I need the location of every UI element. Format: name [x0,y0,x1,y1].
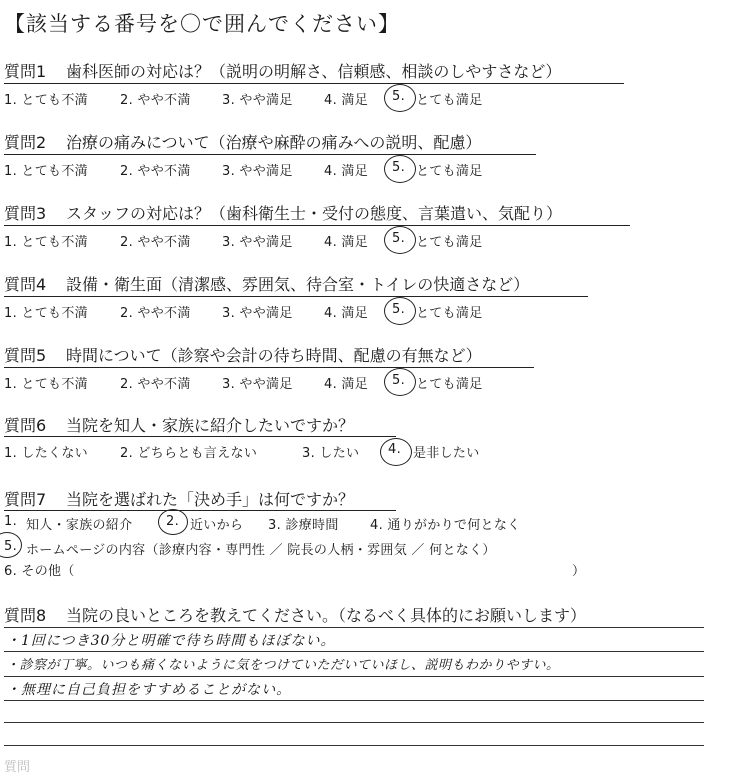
q4-selection-circle [384,297,416,325]
q7-option-6[interactable]: 6. その他（ [4,564,75,579]
q5-option-3[interactable]: 3. やや満足 [222,377,293,392]
q8-heading [4,603,586,626]
q5-option-2[interactable]: 2. やや不満 [120,377,191,392]
q8-rule-2 [4,676,704,677]
q8-answer-3: ・無理に自己負担をすすめることがない。 [6,682,292,698]
q8-rule-5 [4,745,704,746]
q7-underline [4,510,396,511]
q5-selection-circle [384,368,416,396]
q1-selection-circle [384,84,416,112]
q2-option-4[interactable]: 4. 満足 [324,164,369,179]
q6-selection-circle [380,438,412,466]
q2-number: 質問2 [4,133,47,152]
q5-heading [4,343,482,366]
q4-option-5-label: とても満足 [416,306,483,321]
q7-option-4[interactable]: 4. 通りがかりで何となく [370,518,521,533]
q7-text: 当院を選ばれた「決め手」は何ですか？ [66,490,355,509]
q2-option-1[interactable]: 1. とても不満 [4,164,88,179]
q8-number: 質問8 [4,606,47,625]
q6-option-1[interactable]: 1. したくない [4,446,88,461]
q1-option-4[interactable]: 4. 満足 [324,93,369,108]
q8-rule-3 [4,700,704,701]
q1-option-5[interactable]: 5. [392,89,406,104]
q1-option-5-label: とても満足 [416,93,483,108]
q4-option-5[interactable]: 5. [392,302,406,317]
q3-option-3[interactable]: 3. やや満足 [222,235,293,250]
q2-option-2[interactable]: 2. やや不満 [120,164,191,179]
q3-option-2[interactable]: 2. やや不満 [120,235,191,250]
q1-underline [4,83,624,84]
q4-number: 質問4 [4,275,47,294]
q1-option-2[interactable]: 2. やや不満 [120,93,191,108]
q3-option-5[interactable]: 5. [392,231,406,246]
q7-option-2-num[interactable]: 2. [166,514,180,529]
q5-option-4[interactable]: 4. 満足 [324,377,369,392]
q6-number: 質問6 [4,416,47,435]
q8-text: 当院の良いところを教えてください。（なるべく具体的にお願いします） [66,606,587,625]
q7-option-2-label: 近いから [190,518,244,533]
q6-option-4-label: 是非したい [413,446,480,461]
q4-heading [4,272,529,295]
q4-text: 設備・衛生面（清潔感、雰囲気、待合室・トイレの快適さなど） [66,275,530,294]
q8-answer-1: ・1回につき30分と明確で待ち時間もほぼない。 [6,633,336,649]
q4-option-2[interactable]: 2. やや不満 [120,306,191,321]
q1-number: 質問1 [4,62,47,81]
q2-option-5[interactable]: 5. [392,160,406,175]
q3-heading [4,201,562,224]
q1-heading [4,59,561,82]
q4-underline [4,296,588,297]
q3-selection-circle [384,226,416,254]
q8-answer-2: ・診察が丁寧。いつも痛くないように気をつけていただいていほし、説明もわかりやすい。 [6,658,560,673]
q2-selection-circle [384,155,416,183]
q6-underline [4,436,396,437]
q1-option-1[interactable]: 1. とても不満 [4,93,88,108]
q2-heading [4,130,481,153]
q2-option-5-label: とても満足 [416,164,483,179]
q6-text: 当院を知人・家族に紹介したいですか？ [66,416,355,435]
q5-option-1[interactable]: 1. とても不満 [4,377,88,392]
q4-option-3[interactable]: 3. やや満足 [222,306,293,321]
q3-number: 質問3 [4,204,47,223]
q5-option-5[interactable]: 5. [392,373,406,388]
q8-rule-0 [4,627,704,628]
q3-option-5-label: とても満足 [416,235,483,250]
q7-number: 質問7 [4,490,47,509]
q8-rule-4 [4,722,704,723]
q3-option-1[interactable]: 1. とても不満 [4,235,88,250]
page-title: 【該当する番号を〇で囲んでください】 [4,12,400,36]
q5-number: 質問5 [4,346,47,365]
q6-option-3[interactable]: 3. したい [302,446,360,461]
q6-heading [4,413,354,436]
q7-selection-circle-2 [158,509,188,535]
q6-option-4[interactable]: 4. [388,442,402,457]
q7-option-5-num[interactable]: 5. [4,539,18,554]
q5-underline [4,367,534,368]
q4-option-4[interactable]: 4. 満足 [324,306,369,321]
q7-selection-circle-5 [0,532,22,558]
q7-heading [4,487,354,510]
q4-option-1[interactable]: 1. とても不満 [4,306,88,321]
q7-option-1-label: 知人・家族の紹介 [26,518,133,533]
q2-underline [4,154,536,155]
q7-option-1-num[interactable]: 1. [4,514,18,529]
q7-option-3[interactable]: 3. 診療時間 [268,518,339,533]
q3-underline [4,225,630,226]
q3-text: スタッフの対応は？（歯科衛生士・受付の態度、言葉遣い、気配り） [66,204,563,223]
q8-rule-1 [4,651,704,652]
q1-text: 歯科医師の対応は？（説明の明解さ、信頼感、相談のしやすさなど） [66,62,562,81]
q2-text: 治療の痛みについて（治療や麻酔の痛みへの説明、配慮） [66,133,482,152]
q7-option-5-label: ホームページの内容（診療内容・専門性 ／ 院長の人柄・雰囲気 ／ 何となく） [26,543,496,558]
q5-text: 時間について（診察や会計の待ち時間、配慮の有無など） [66,346,482,365]
q6-option-2[interactable]: 2. どちらとも言えない [120,446,258,461]
q5-option-5-label: とても満足 [416,377,483,392]
q1-option-3[interactable]: 3. やや満足 [222,93,293,108]
footer-partial-text: 質問 [4,760,31,775]
q2-option-3[interactable]: 3. やや満足 [222,164,293,179]
q3-option-4[interactable]: 4. 満足 [324,235,369,250]
q7-option-6-close: ） [572,564,586,579]
